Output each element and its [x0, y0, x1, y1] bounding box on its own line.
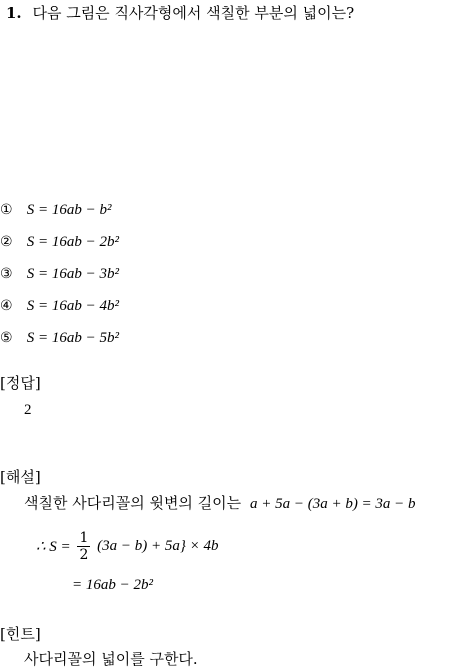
choice-2[interactable]	[0, 232, 119, 251]
explanation-line-2-rest: (3a − b) + 5a} × 4b	[97, 538, 219, 554]
question-text: 다음 그림은 직사각형에서 색칠한 부분의 넓이는?	[32, 4, 355, 22]
figure-area	[26, 40, 456, 200]
explanation-line-1-math: a + 5a − (3a + b) = 3a − b	[249, 496, 416, 512]
choice-5-mark: ⑤	[0, 330, 13, 346]
choice-2-mark: ②	[0, 234, 13, 250]
question-line	[6, 2, 354, 23]
choice-4-mark: ④	[0, 298, 13, 314]
question-number: 1.	[6, 4, 22, 22]
hint-text: 사다리꼴의 넓이를 구한다.	[24, 650, 198, 668]
hint-heading: [힌트]	[0, 625, 41, 643]
half-fraction-denominator: 2	[79, 547, 89, 563]
explanation-line-2	[36, 530, 219, 563]
explanation-line-1	[24, 492, 416, 513]
answer-value: 2	[24, 402, 32, 418]
choice-3[interactable]	[0, 264, 119, 283]
choice-5-formula: S = 16ab − 5b²	[26, 330, 120, 346]
choice-3-mark: ③	[0, 266, 13, 282]
explanation-heading: [해설]	[0, 468, 41, 486]
choice-3-formula: S = 16ab − 3b²	[26, 266, 120, 282]
choice-2-formula: S = 16ab − 2b²	[26, 234, 120, 250]
choice-1-formula: S = 16ab − b²	[26, 202, 112, 218]
choice-1-mark: ①	[0, 202, 13, 218]
choice-5[interactable]	[0, 328, 119, 347]
explanation-line-1-text: 색칠한 사다리꼴의 윗변의 길이는	[24, 494, 242, 512]
choice-1[interactable]	[0, 200, 112, 219]
half-fraction-numerator: 1	[79, 530, 89, 546]
choice-4-formula: S = 16ab − 4b²	[26, 298, 120, 314]
choice-4[interactable]	[0, 296, 119, 315]
explanation-line-3: = 16ab − 2b²	[72, 577, 153, 593]
half-fraction	[77, 530, 90, 563]
explanation-line-2-prefix: ∴ S =	[36, 539, 71, 555]
answer-heading: [정답]	[0, 374, 41, 392]
